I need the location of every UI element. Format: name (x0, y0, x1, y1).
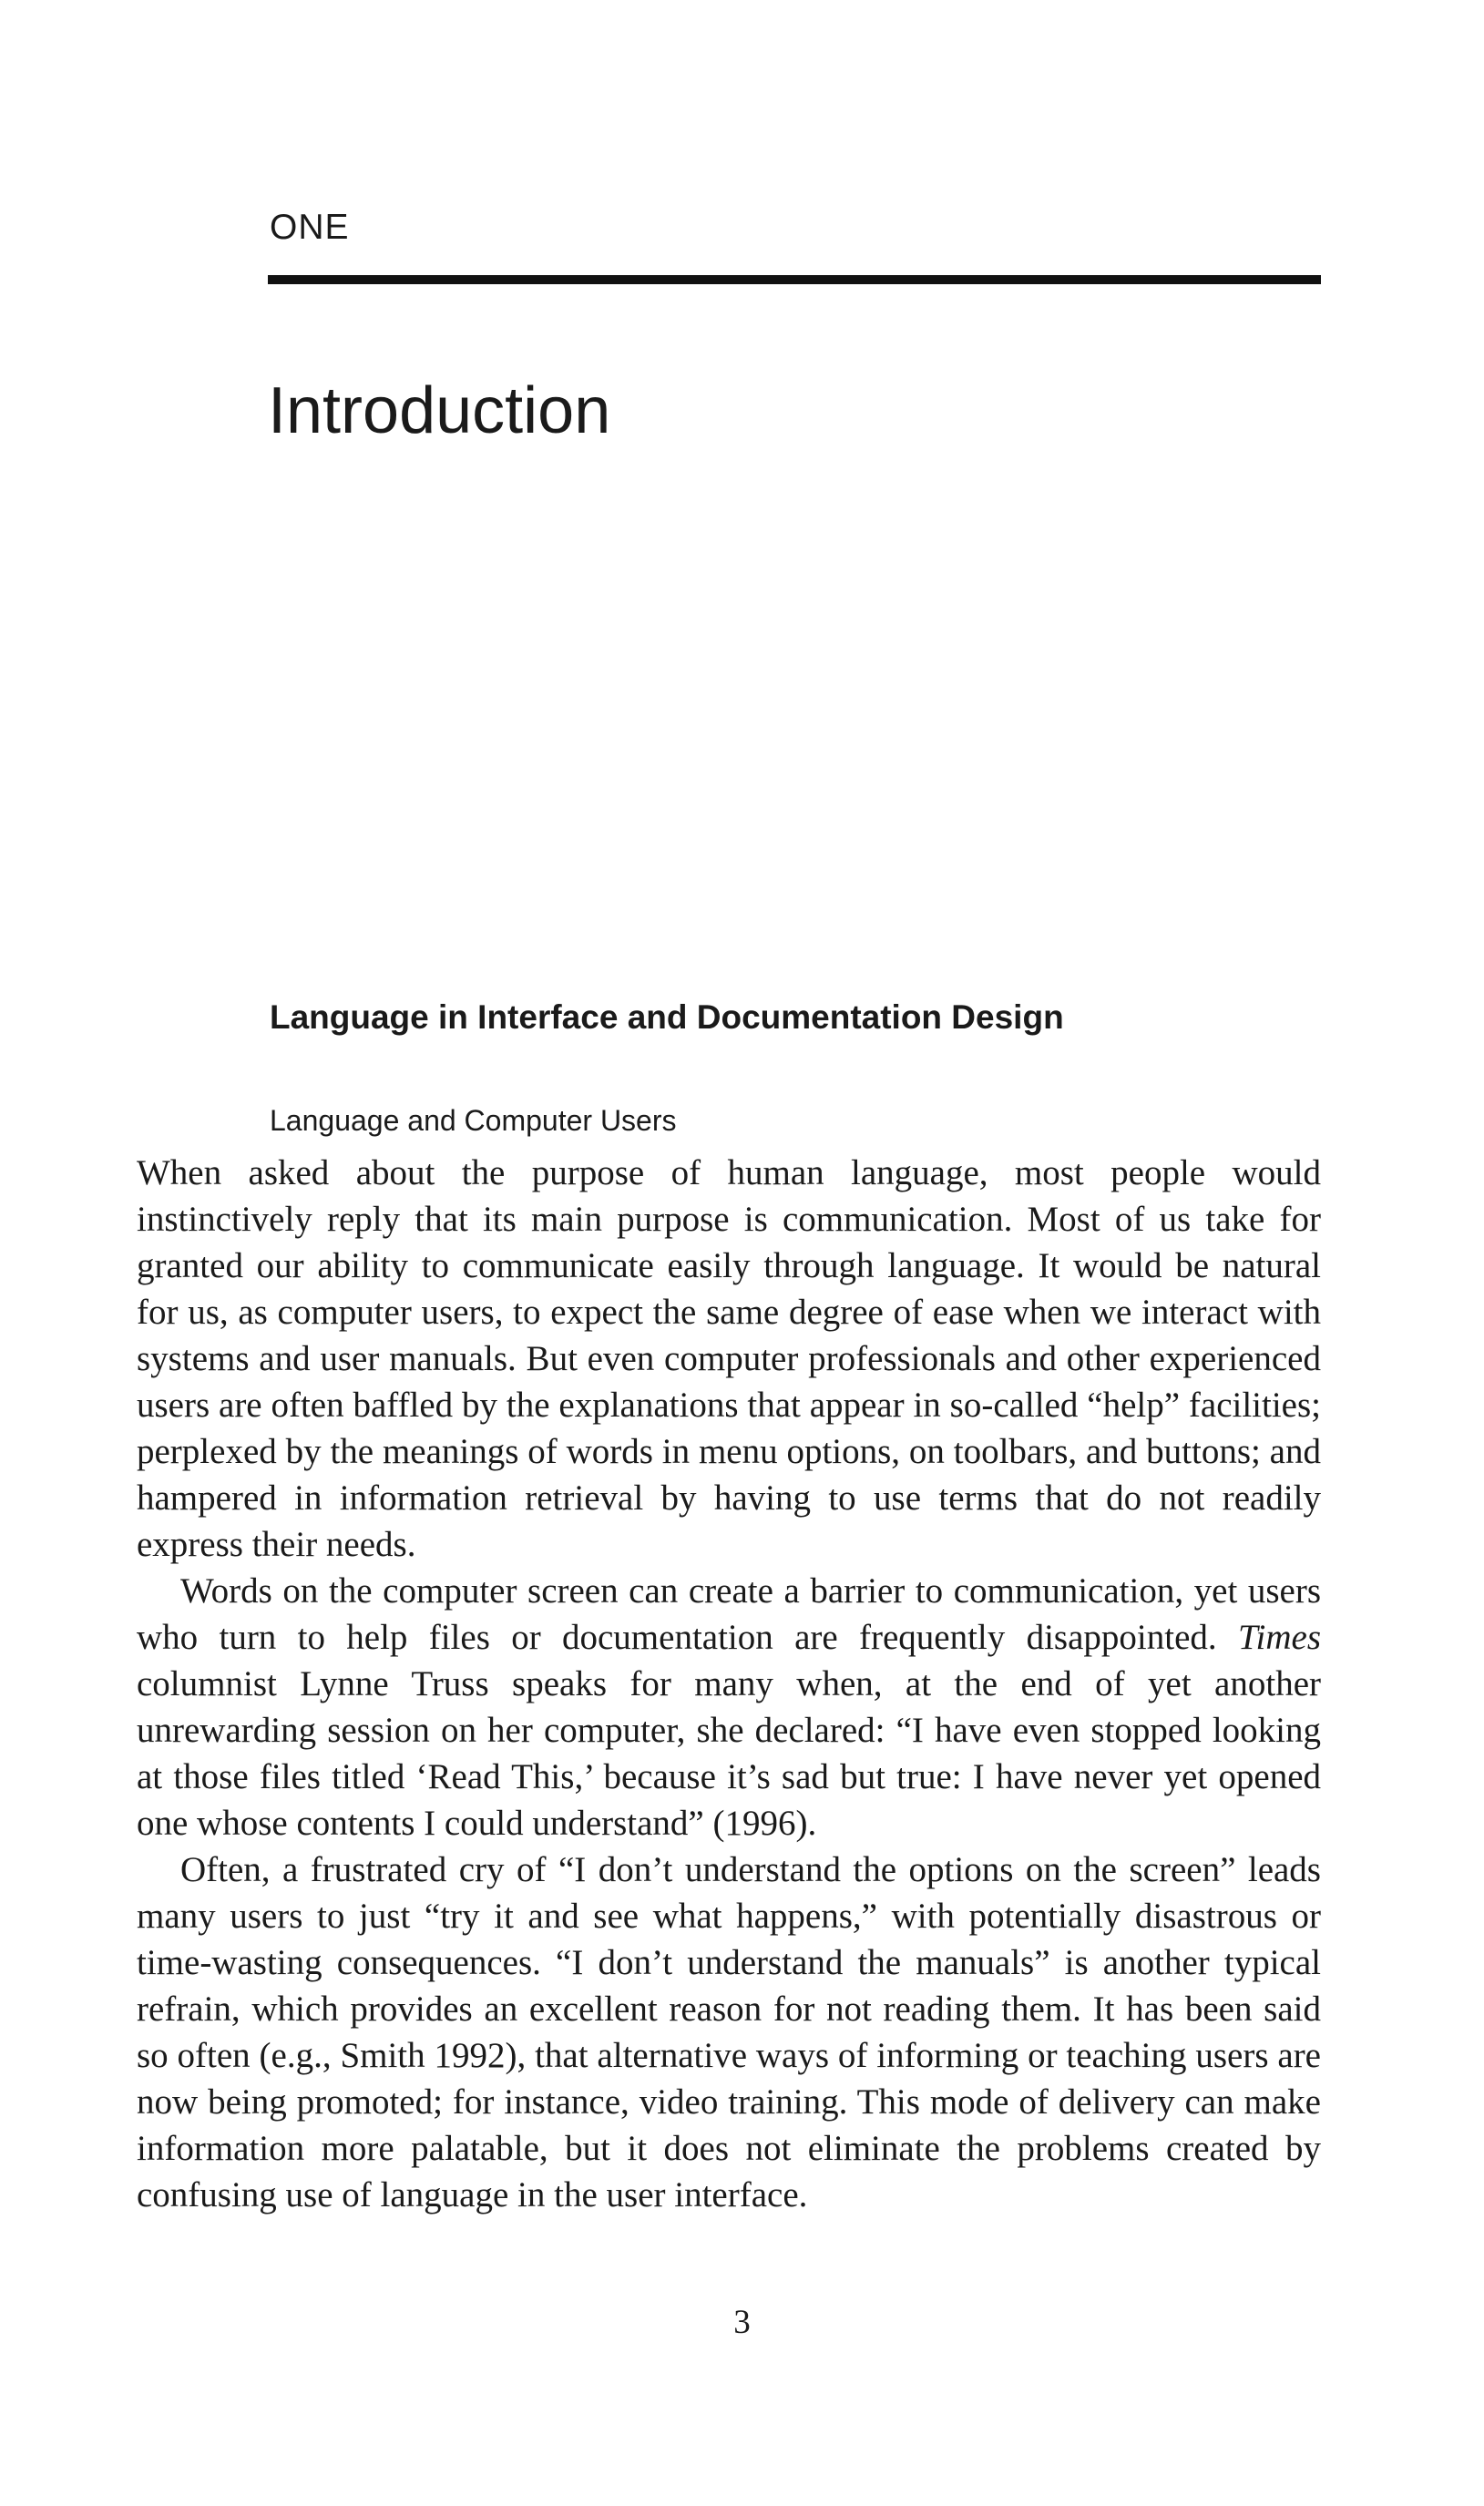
section-heading: Language in Interface and Documentation Design (270, 998, 1064, 1036)
subsection-heading: Language and Computer Users (270, 1104, 677, 1137)
chapter-label: ONE (270, 208, 350, 247)
paragraph-2-lead: Words on the computer screen can create a barrier to communication, yet users who turn to help files or documentation are frequently disappointed. (137, 1571, 1321, 1657)
chapter-divider (268, 275, 1321, 284)
chapter-title: Introduction (268, 374, 611, 447)
paragraph-3: Often, a frustrated cry of “I don’t understand the options on the screen” leads many users to just “try it and see what happens,” with potentially disastrous or time-wasting consequences. “I don’t understand the manuals” is another typical refrain, which provides an excellent reason for not reading them. It has been said so often (e.g., Smith 1992), that alternative ways of informing or teaching users are now being promoted; for instance, video training. This mode of delivery can make information more palatable, but it does not eliminate the problems created by confusing use of language in the user interface. (137, 1850, 1321, 2214)
paragraph-1: When asked about the purpose of human language, most people would instinctively reply that its main purpose is communication. Most of us take for granted our ability to communicate easily through language. It would be natural for us, as computer users, to expect the same degree of ease when we interact with systems and user manuals. But even computer professionals and other experienced users are often baffled by the explanations that appear in so-called “help” facilities; perplexed by the meanings of words in menu options, on toolbars, and buttons; and hampered in information retrieval by having to use terms that do not readily express their needs. (137, 1153, 1321, 1564)
paragraph-2-rest: columnist Lynne Truss speaks for many when, at the end of yet another unrewarding session on her computer, she declared: “I have even stopped looking at those files titled ‘Read This,’ because it’s sad but true: I have never yet opened one whose contents I could understand” (1996). (137, 1664, 1321, 1843)
body-text (137, 1150, 1321, 2218)
paragraph-2 (137, 1568, 1321, 1846)
page-number: 3 (733, 2304, 751, 2341)
publication-name: Times (1237, 1618, 1321, 1657)
